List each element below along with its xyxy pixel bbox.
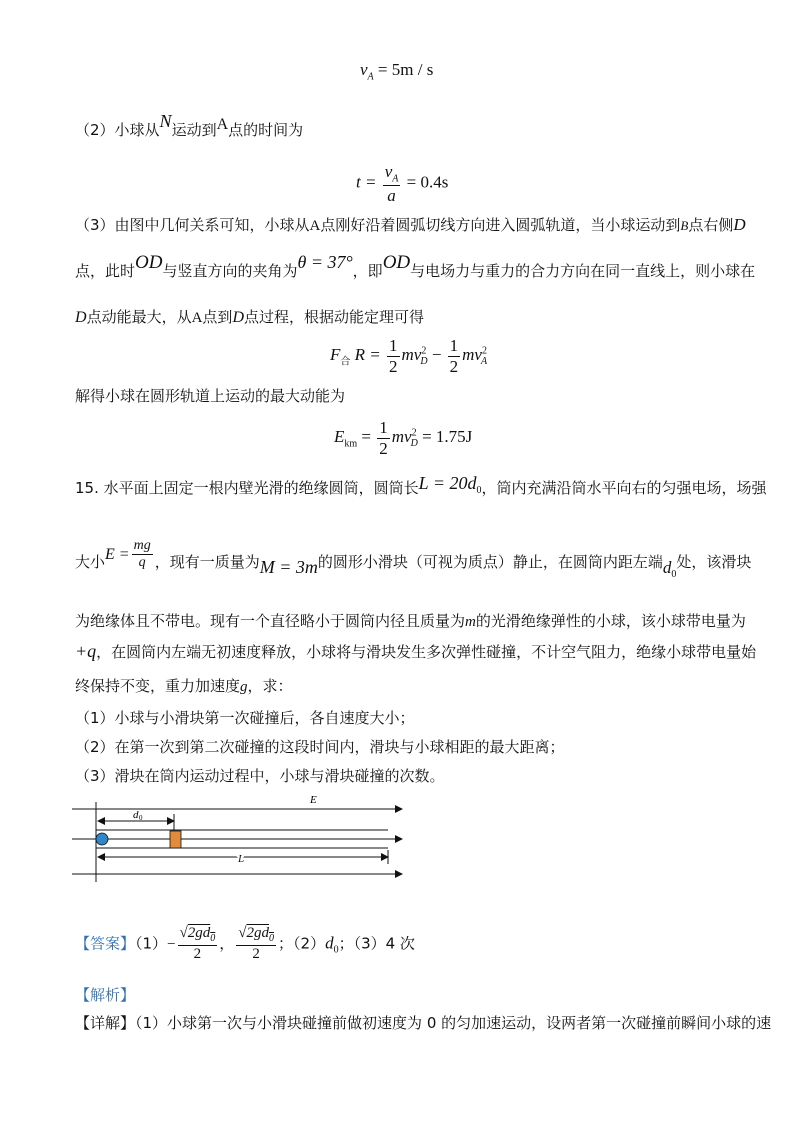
paragraph-part2: （2）小球从N运动到A点的时间为 — [75, 111, 304, 139]
L-label: L — [238, 853, 245, 865]
d0-label-sub: 0 — [139, 814, 143, 822]
answer-line: 【答案】（1）− $\frac{√2gd_0}{2}$ ， $\frac{√2gd_0}{2}$ ；$(2)d_0$；（3）4 次 — [75, 925, 415, 962]
question15-line1: 15. 水平面上固定一根内壁光滑的绝缘圆筒，圆筒长$L = 20d_0$，筒内充满沿筒水平向右的匀强电场，场强 — [75, 473, 767, 497]
paragraph-part3-line2: 点，此时OD与竖直方向的夹角为θ = 37°，即OD与电场力与重力的合力方向在同一直线上，则小球在 — [75, 252, 756, 280]
slider-block — [170, 831, 181, 848]
d0-label: d — [133, 809, 139, 821]
E-label: E — [310, 794, 317, 806]
charged-ball — [96, 833, 108, 845]
equation-energy-theorem: $F_合$ R = $\frac{1}{2}$ $mv^2_D$ − $\frac{1}{2}$ $mv^2_A$ — [330, 336, 488, 376]
equation-time: t = $\frac{v_A}{a}$ = 0.4s — [356, 162, 449, 205]
paragraph-max-kinetic: 解得小球在圆形轨道上运动的最大动能为 — [75, 387, 346, 405]
figure-cylinder-diagram — [70, 790, 415, 885]
equation-max-energy: $E_{km}$ = $\frac{1}{2}$ $mv^2_D = 1.75J$ — [334, 418, 473, 458]
equation-va: $v_A = 5m / s$ — [360, 60, 434, 83]
question15-sub2: （2）在第一次到第二次碰撞的这段时间内，滑块与小球相距的最大距离； — [75, 738, 565, 756]
question15-line2: 大小E = $\frac{mg}{q}$ ，现有一质量为M = 3m的圆形小滑块（可视为质点）静止，在圆筒内距左端$d_0$处，该滑块 — [75, 538, 752, 581]
question15-line4: +q，在圆筒内左端无初速度释放，小球将与滑块发生多次弹性碰撞，不计空气阻力，绝缘小球带电量始 — [75, 641, 757, 661]
paragraph-part3-line3: D点动能最大，从A点到D点过程，根据动能定理可得 — [75, 308, 425, 326]
analysis-tag: 【解析】 — [75, 986, 136, 1004]
question15-sub1: （1）小球与小滑块第一次碰撞后，各自速度大小； — [75, 709, 415, 727]
question15-line5: 终保持不变，重力加速度g，求： — [75, 677, 293, 695]
detail-line: 【详解】（1）小球第一次与小滑块碰撞前做初速度为 0 的匀加速运动，设两者第一次碰撞前瞬间小球的速 — [75, 1014, 772, 1032]
question15-sub3: （3）滑块在筒内运动过程中，小球与滑块碰撞的次数。 — [75, 767, 445, 785]
paragraph-part3-line1: （3）由图中几何关系可知，小球从A点刚好沿着圆弧切线方向进入圆弧轨道，当小球运动到B点右侧D — [75, 215, 746, 234]
question15-line3: 为绝缘体且不带电。现有一个直径略小于圆筒内径且质量为m的光滑绝缘弹性的小球，该小球带电量为 — [75, 612, 746, 630]
